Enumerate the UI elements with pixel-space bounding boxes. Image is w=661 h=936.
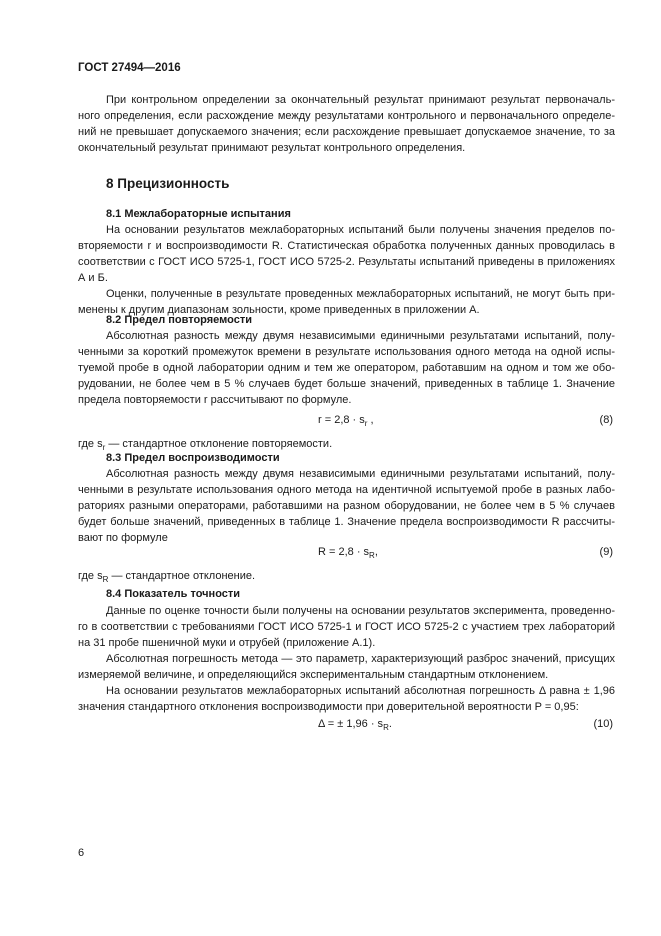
section-8-2-paragraph-1: Абсолютная разность между двумя независимыми единичными результатами испытаний, полученными за короткий промежуток времени в результате использования одного метода на одной испытуемой пробе в одной лаборатории одним и тем же оператором, работавшим на одном и том же оборудовании, не более чем в 5 % случаев будет больше значений, приведенных в таблице 1. Значение предела повторяемости r рассчитывают по формуле. [78, 330, 615, 406]
section-8-4-paragraph-2: Абсолютная погрешность метода — это параметр, характеризующий разброс значений, присущих измеряемой величине, и определяющийся экспериментальным стандартным отклонением. [78, 653, 615, 681]
section-8-1-paragraph-2: Оценки, полученные в результате проведенных межлабораторных испытаний, не могут быть применены к другим диапазонам зольности, кроме приведенных в приложении А. [78, 288, 615, 316]
formula-9-legend: где $s_R$ — стандартное отклонение. [78, 570, 256, 584]
section-8-3-paragraph-1: Абсолютная разность между двумя независимыми единичными результатами испытаний, полученными в результате использования одного метода на идентичной испытуемой пробе в разных лабораториях разными операторами, работавшими на разном оборудовании, не более чем в 5 % случаев будет больше значений, приведенных в таблице 1. Значение предела воспроизводимости R рассчитывают по формуле [78, 468, 615, 544]
formula-8-legend: где $s_r$ — стандартное отклонение повторяемости. [78, 438, 333, 452]
section-8-1-body [78, 222, 615, 318]
formula-10-number: (10) [593, 718, 613, 730]
intro-paragraph: При контрольном определении за окончательный результат принимают результат первоначального определения, если расхождение между результатами контрольного и первоначального определений не превышает допускаемого значения; если расхождение превышает допускаемое значение, то за окончательный результат принимают результат контрольного определения. [78, 94, 615, 154]
section-8-3-body [78, 466, 615, 546]
section-8-title: 8 Прецизионность [106, 176, 230, 191]
document-header: ГОСТ 27494—2016 [78, 62, 181, 74]
section-8-4-title: 8.4 Показатель точности [106, 588, 241, 600]
formula-8-number: (8) [599, 414, 613, 426]
section-8-1-title: 8.1 Межлабораторные испытания [106, 208, 291, 220]
formula-9-number: (9) [599, 546, 613, 558]
formula-8: $r = 2,8 \cdot s_r$ , [318, 414, 374, 428]
formula-9: $R = 2,8 \cdot s_R$, [318, 546, 378, 560]
section-8-2-title: 8.2 Предел повторяемости [106, 314, 252, 326]
page-number: 6 [78, 847, 85, 859]
section-8-1-paragraph-1: На основании результатов межлабораторных испытаний были получены значения пределов повторяемости r и воспроизводимости R. Статистическая обработка полученных данных проводилась в соответствии с ГОСТ ИСО 5725-1, ГОСТ ИСО 5725-2. Результаты испытаний приведены в приложениях А и Б. [78, 224, 615, 284]
section-8-2-body [78, 328, 615, 408]
section-8-4-paragraph-1: Данные по оценке точности были получены на основании результатов эксперимента, проведенного в соответствии с требованиями ГОСТ ИСО 5725-1 и ГОСТ ИСО 5725-2 с участием трех лабораторий на 31 пробе пшеничной муки и отрубей (приложение А.1). [78, 605, 615, 649]
section-8-4-body [78, 603, 615, 715]
formula-10: Δ = ± $1,96 \cdot s_R$. [318, 718, 392, 732]
section-8-3-title: 8.3 Предел воспроизводимости [106, 452, 280, 464]
section-8-4-paragraph-3: На основании результатов межлабораторных испытаний абсолютная погрешность Δ равна ± 1,96 значения стандартного отклонения воспроизводимости при доверительной вероятности P = 0,95: [78, 685, 615, 713]
